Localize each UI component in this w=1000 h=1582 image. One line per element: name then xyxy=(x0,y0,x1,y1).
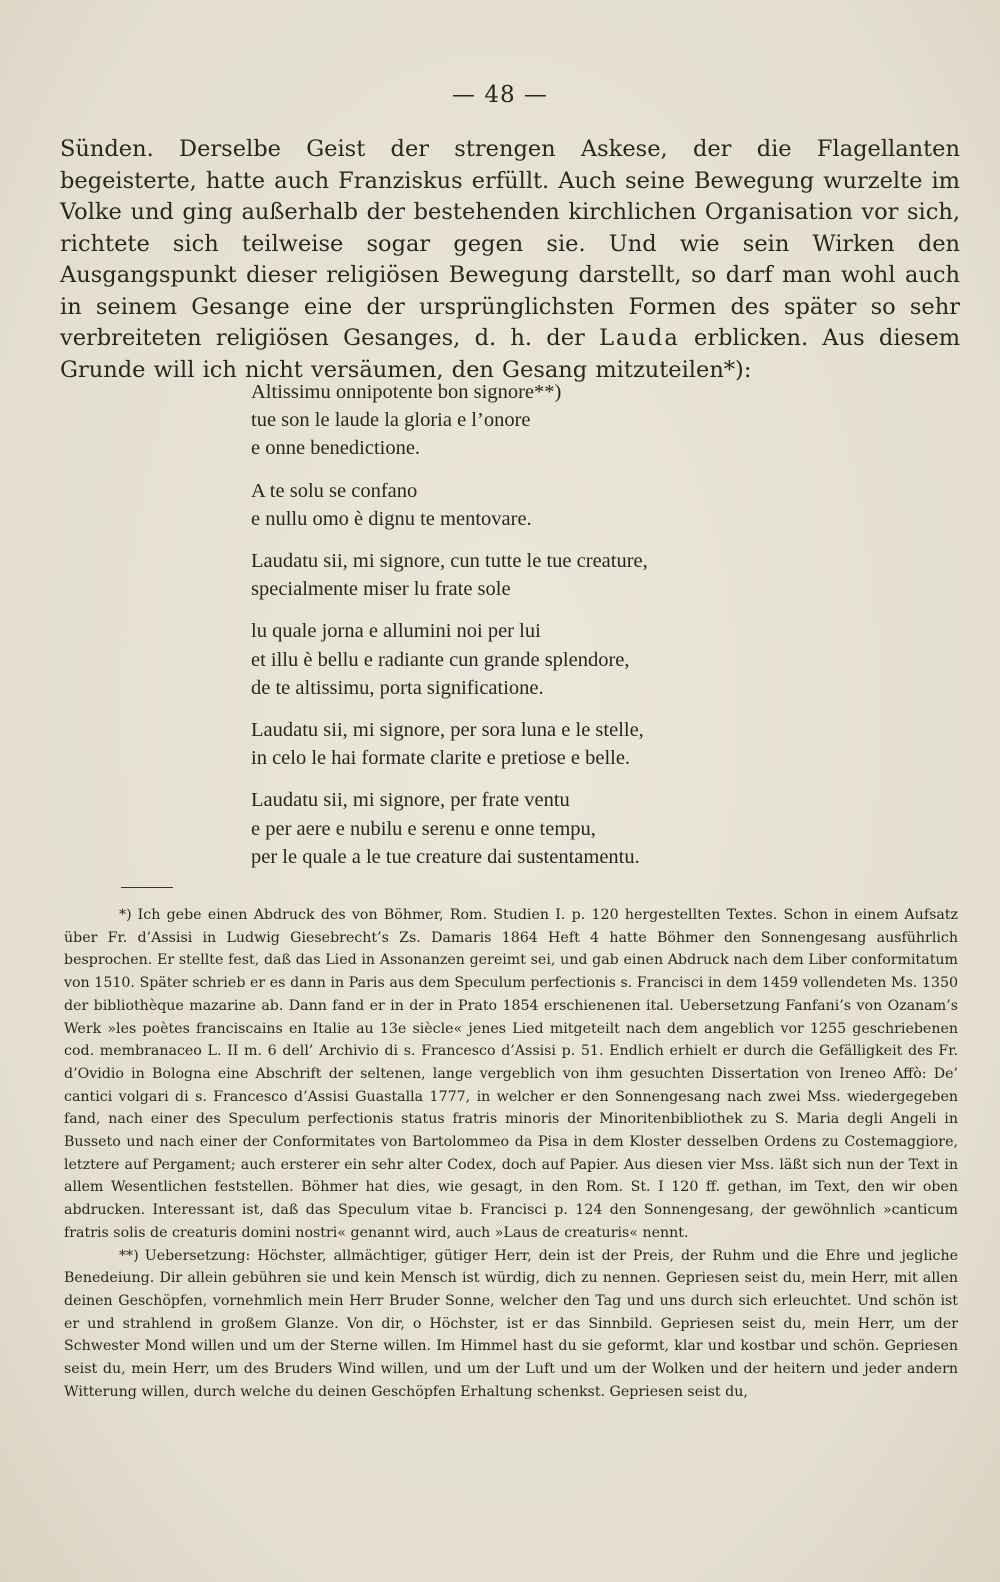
poem-line: Laudatu sii, mi signore, cun tutte le tue creature, xyxy=(251,550,648,573)
footnotes xyxy=(64,904,958,1403)
footnote-1 xyxy=(64,904,958,1245)
poem-line: de te altissimu, porta significatione. xyxy=(251,676,544,699)
intro-text xyxy=(60,134,960,386)
poem-line: specialmente miser lu frate sole xyxy=(251,578,511,601)
footnote-text: Ich gebe einen Abdruck des von Böhmer, Rom. Studien I. p. 120 hergestellten Textes. Schon in einem Aufsatz über Fr. d’Assisi in Ludwig Giesebrecht’s Zs. Damaris 1864 Heft 4 hatte Böhmer den Sonnengesang ausführlich besprochen. Er stellte fest, daß das Lied in Assonanzen gereimt sei, und gab einen Abdruck nach dem Liber conformitatum von 1510. Später schrieb er es dann in Paris aus dem Speculum perfectionis s. Francisci in dem 1459 vollendeten Ms. 1350 der bibliothèque mazarine ab. Dann fand er in der in Prato 1854 erschienenen ital. Uebersetzung Fanfani’s von Ozanam’s Werk »les poètes franciscains en Italie au 13e siècle« jenes Lied mitgeteilt nach dem angeblich vor 1255 geschriebenen cod. membranaceo L. II m. 6 dell’ Archivio di s. Francesco d’Assisi p. 51. Endlich erhielt er durch die Gefälligkeit des Fr. d’Ovidio in Bologna eine Abschrift der seltenen, lange vergeblich von ihm gesuchten Dissertation von Ireneo Affò: De’ cantici volgari di s. Francesco d’Assisi Guastalla 1777, in welcher er den Sonnengesang nach zwei Mss. wiedergegeben fand, nach einer des Speculum perfectionis status fratris minoris der Minoritenbibliothek zu S. Maria degli Angeli in Busseto und nach einer der Conformitates von Bartolommeo da Pisa in dem Kloster desselben Ordens zu Costemaggiore, letztere auf Pergament; auch ersterer ein sehr alter Codex, doch auf Papier. Aus diesen vier Mss. läßt sich nun der Text in allem Wesentlichen feststellen. Böhmer hat dies, wie gesagt, in den Rom. St. I 120 ff. gethan, im Text, den wir oben abdrucken. Interessant ist, daß das Speculum vitae b. Francisci p. 124 den Sonnengesang, der gewöhnlich »canticum fratris solis de creaturis domini nostri« genannt wird, auch »Laus de creaturis« nennt. xyxy=(64,907,958,1241)
footnote-mark: **) xyxy=(119,1247,139,1264)
poem-line: e nullu omo è dignu te mentovare. xyxy=(251,507,532,530)
poem-line: lu quale jorna e allumini noi per lui xyxy=(251,620,541,643)
poem-stanza-6 xyxy=(251,786,951,871)
footnote-mark: *) xyxy=(119,907,132,923)
poem-line: tue son le laude la gloria e l’onore xyxy=(251,409,531,432)
poem-stanza-3 xyxy=(251,547,951,603)
poem-line: A te solu se confano xyxy=(251,479,418,502)
poem-line: e onne benedictione. xyxy=(251,437,421,460)
footnote-separator xyxy=(121,887,173,888)
page-number: — 48 — xyxy=(452,82,548,108)
poem-line: Laudatu sii, mi signore, per frate ventu xyxy=(251,789,570,812)
footnote-2 xyxy=(64,1245,958,1404)
intro-paragraph xyxy=(60,134,960,386)
poem-line: e per aere e nubilu e serenu e onne tempu, xyxy=(251,817,596,840)
poem-stanza-5 xyxy=(251,716,951,772)
poem-line: Laudatu sii, mi signore, per sora luna e le stelle, xyxy=(251,719,644,742)
poem-stanza-2 xyxy=(251,477,951,533)
intro-text-after: erblicken. Aus diesem Grunde will ich nicht versäumen, den Gesang mitzuteilen*): xyxy=(60,325,961,383)
footnote-text: Uebersetzung: Höchster, allmächtiger, gütiger Herr, dein ist der Preis, der Ruhm und die Ehre und jegliche Benedeiung. Dir allein gebühren sie und kein Mensch ist würdig, dich zu nennen. Gepriesen seist du, mein Herr, mit allen deinen Geschöpfen, vornehmlich mein Herr Bruder Sonne, welcher den Tag und uns durch sich erleuchtet. Und schön ist er und strahlend in großem Glanze. Von dir, o Höchster, ist er das Sinnbild. Gepriesen seist du, mein Herr, um der Schwester Mond willen und um der Sterne willen. Im Himmel hast du sie geformt, klar und kostbar und schön. Gepriesen seist du, mein Herr, um des Bruders Wind willen, und um der Luft und um der Wolken und der heitern und jeder andern Witterung willen, durch welche du deinen Geschöpfen Erhaltung schenkst. Gepriesen seist du, xyxy=(64,1247,958,1400)
poem-line: in celo le hai formate clarite e pretiose e belle. xyxy=(251,747,631,770)
intro-text-before: Sünden. Derselbe Geist der strengen Askese, der die Flagellanten begeisterte, hatte auch Franziskus erfüllt. Auch seine Bewegung wurzelte im Volke und ging außerhalb der bestehenden kirchlichen Organisation vor sich, richtete sich teilweise sogar gegen sie. Und wie sein Wirken den Ausgangspunkt dieser religiösen Bewegung darstellt, so darf man wohl auch in seinem Gesange eine der ursprünglichsten Formen des später so sehr verbreiteten religiösen Gesanges, d. h. der xyxy=(60,136,960,351)
poem-stanza-4 xyxy=(251,617,951,702)
lauda-term: Lauda xyxy=(599,325,680,351)
poem-line: per le quale a le tue creature dai sustentamentu. xyxy=(251,845,640,868)
poem xyxy=(251,378,951,885)
poem-line: et illu è bellu e radiante cun grande splendore, xyxy=(251,648,630,671)
poem-stanza-1 xyxy=(251,378,951,463)
poem-line: Altissimu onnipotente bon signore**) xyxy=(251,381,562,403)
